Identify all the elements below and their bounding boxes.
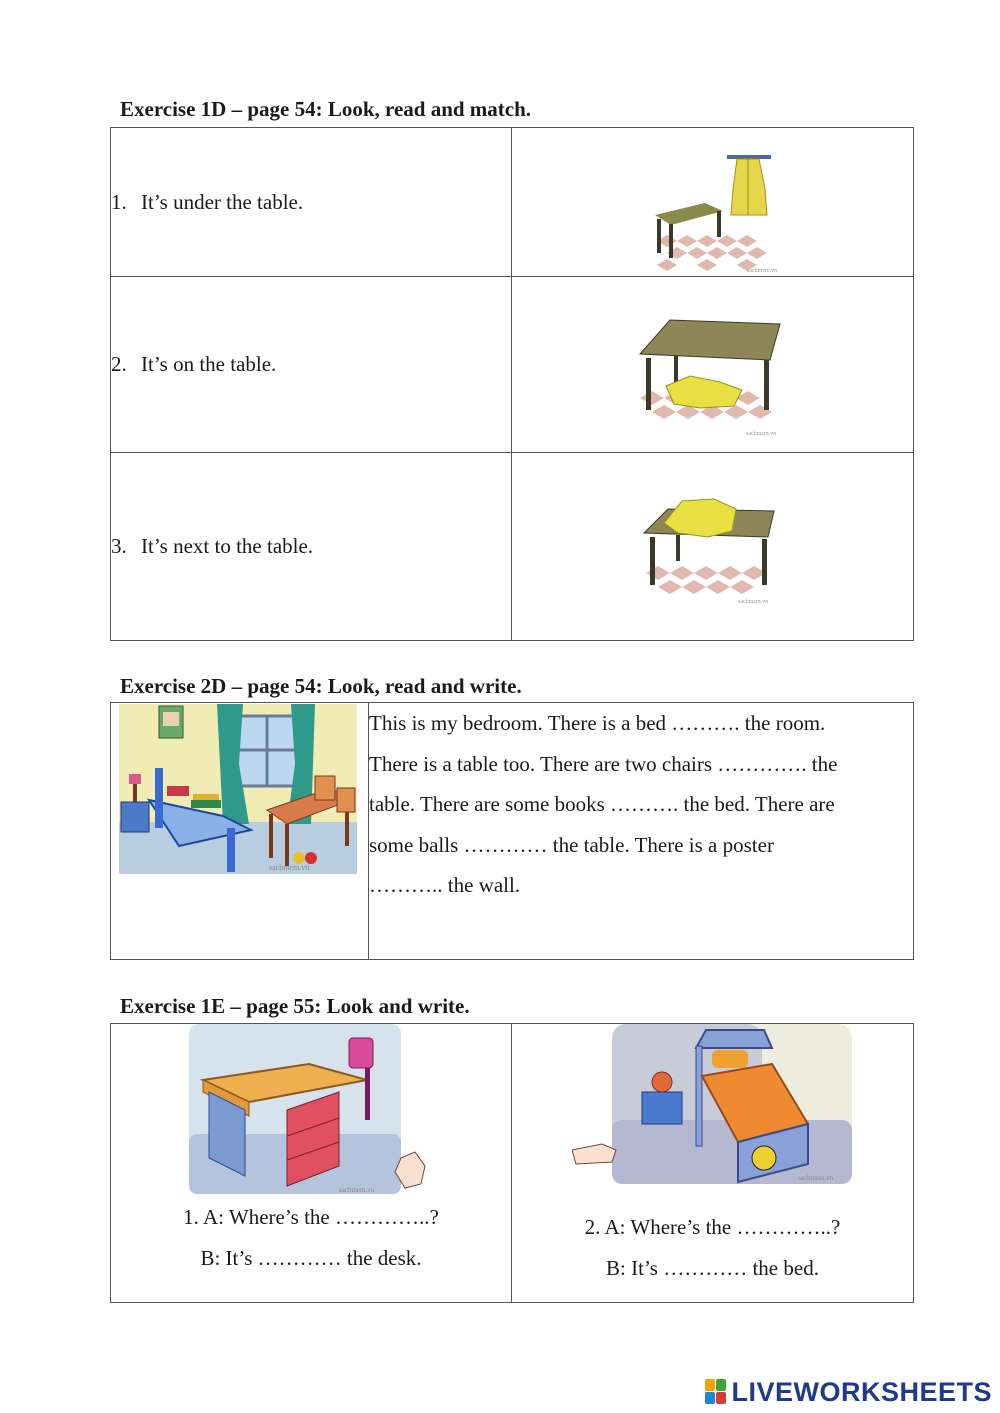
question-2-cell xyxy=(512,1024,914,1303)
picture-cell-2 xyxy=(512,277,914,453)
desk-image xyxy=(189,1024,433,1196)
liveworksheets-logo-text: LIVEWORKSHEETS xyxy=(731,1376,992,1407)
paragraph-line-2: There is a table too. There are two chairs …………. the xyxy=(369,751,838,776)
exercise-3-table xyxy=(110,1023,914,1303)
match-item-1: 1. It’s under the table. xyxy=(111,128,512,277)
svg-text:sachmem.vn: sachmem.vn xyxy=(745,430,776,437)
question-1-cell xyxy=(111,1024,512,1303)
bed-image xyxy=(572,1024,854,1188)
coat-under-table-image xyxy=(630,290,796,440)
liveworksheets-logo-icon xyxy=(705,1379,727,1405)
exercise-2-heading: Exercise 2D – page 54: Look, read and write. xyxy=(120,674,522,698)
liveworksheets-logo[interactable] xyxy=(705,1377,992,1407)
question-2-b: B: It’s ………… the bed. xyxy=(606,1256,819,1280)
coat-on-table-image xyxy=(638,487,788,607)
svg-text:sachmem.vn: sachmem.vn xyxy=(737,598,768,605)
exercise-3-heading: Exercise 1E – page 55: Look and write. xyxy=(120,994,470,1018)
svg-text:sachmem.vn: sachmem.vn xyxy=(746,268,777,274)
bedroom-paragraph xyxy=(369,703,914,960)
svg-text:sachmem.vn: sachmem.vn xyxy=(269,863,310,872)
question-2 xyxy=(512,1207,913,1289)
question-2-a: 2. A: Where’s the …………..? xyxy=(584,1215,841,1239)
exercise-1-heading: Exercise 1D – page 54: Look, read and match. xyxy=(120,97,532,121)
question-1-a: 1. A: Where’s the …………..? xyxy=(183,1205,439,1229)
question-1-b: B: It’s ………… the desk. xyxy=(200,1246,422,1270)
coat-next-to-table-image xyxy=(647,129,779,275)
match-item-3: 3. It’s next to the table. xyxy=(111,453,512,641)
question-1 xyxy=(111,1197,511,1279)
paragraph-line-3: table. There are some books ………. the bed. There are xyxy=(369,792,835,817)
picture-cell-1 xyxy=(512,128,914,277)
exercise-2-table xyxy=(110,702,914,960)
svg-text:sachmem.vn: sachmem.vn xyxy=(798,1174,834,1182)
picture-cell-3 xyxy=(512,453,914,641)
paragraph-line-4: some balls ………… the table. There is a poster xyxy=(369,832,774,857)
bedroom-image xyxy=(119,704,357,874)
match-item-2: 2. It’s on the table. xyxy=(111,277,512,453)
exercise-1-table xyxy=(110,127,914,641)
paragraph-line-5: ……….. the wall. xyxy=(369,873,521,898)
svg-text:sachmem.vn: sachmem.vn xyxy=(339,1186,375,1194)
bedroom-picture-cell xyxy=(111,703,369,960)
paragraph-line-1: This is my bedroom. There is a bed ………. the room. xyxy=(369,711,826,735)
